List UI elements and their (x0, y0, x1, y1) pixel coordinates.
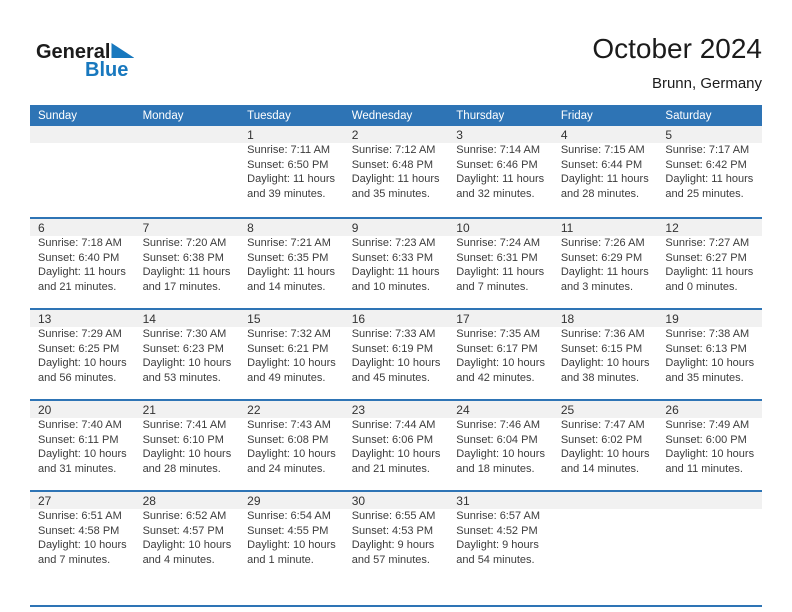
daylight-line1-text: Daylight: 10 hours (38, 539, 127, 552)
day-number: 14 (142, 311, 156, 326)
sunrise-text: Sunrise: 7:23 AM (351, 237, 436, 249)
day-number: 11 (560, 220, 574, 235)
sunrise-text: Sunrise: 7:15 AM (560, 144, 645, 156)
daylight-line1-text: Daylight: 10 hours (351, 448, 441, 461)
day-cell[interactable] (239, 401, 344, 490)
day-cell-empty (30, 126, 135, 217)
daylight-line1-text: Daylight: 10 hours (456, 448, 545, 461)
daylight-line1-text: Daylight: 10 hours (142, 539, 232, 552)
day-number-strip (135, 219, 240, 236)
day-number-strip (448, 401, 553, 418)
day-number-strip (239, 401, 344, 418)
daylight-line1-text: Daylight: 10 hours (142, 448, 232, 461)
sunrise-text: Sunrise: 7:35 AM (456, 328, 541, 340)
day-cell[interactable] (344, 310, 449, 399)
weekday-header-sunday: Sunday (38, 109, 78, 122)
daylight-line1-text: Daylight: 10 hours (665, 357, 755, 370)
weekday-header-thursday: Thursday (456, 109, 505, 122)
page-title: October 2024 (592, 33, 762, 64)
sunrise-text: Sunrise: 7:12 AM (351, 144, 436, 156)
day-number-strip (239, 310, 344, 327)
daylight-line2-text: and 42 minutes. (456, 371, 535, 384)
week-row (30, 126, 762, 217)
day-cell[interactable] (135, 219, 240, 308)
day-cell-empty (657, 492, 762, 581)
day-number-strip (344, 219, 449, 236)
calendar-table (30, 105, 762, 581)
day-number: 19 (665, 311, 679, 326)
sunrise-text: Sunrise: 7:32 AM (247, 328, 331, 340)
day-number: 31 (456, 493, 470, 508)
weekday-header-row (30, 105, 762, 126)
daylight-line1-text: Daylight: 11 hours (456, 266, 545, 279)
day-number: 3 (456, 127, 463, 142)
sunrise-text: Sunrise: 7:43 AM (247, 419, 331, 431)
day-number: 2 (351, 127, 359, 142)
day-cell[interactable] (30, 401, 135, 490)
daylight-line1-text: Daylight: 11 hours (247, 266, 335, 279)
sunrise-text: Sunrise: 6:57 AM (456, 510, 541, 522)
daylight-line1-text: Daylight: 10 hours (38, 357, 127, 370)
day-cell[interactable] (239, 310, 344, 399)
daylight-line2-text: and 28 minutes. (142, 462, 221, 475)
sunrise-text: Sunrise: 6:54 AM (247, 510, 331, 522)
sunset-text: Sunset: 4:52 PM (456, 524, 538, 537)
day-number: 8 (247, 220, 254, 235)
day-number: 18 (560, 311, 575, 326)
daylight-line1-text: Daylight: 10 hours (560, 357, 650, 370)
day-number-strip (657, 492, 762, 509)
day-cell[interactable] (448, 126, 553, 217)
daylight-line2-text: and 49 minutes. (247, 371, 326, 384)
daylight-line1-text: Daylight: 9 hours (456, 539, 539, 552)
day-cell[interactable] (553, 126, 658, 217)
day-cell[interactable] (30, 310, 135, 399)
daylight-line1-text: Daylight: 11 hours (247, 173, 335, 186)
day-number-strip (239, 219, 344, 236)
sunset-text: Sunset: 6:44 PM (560, 158, 643, 171)
day-number-strip (657, 401, 762, 418)
sunset-text: Sunset: 6:17 PM (456, 342, 538, 355)
day-number-strip (448, 126, 553, 143)
day-cell[interactable] (239, 126, 344, 217)
day-number: 16 (351, 311, 366, 326)
sunset-text: Sunset: 6:35 PM (247, 251, 329, 264)
daylight-line2-text: and 3 minutes. (560, 280, 633, 293)
day-cell[interactable] (239, 219, 344, 308)
day-number-strip (239, 492, 344, 509)
day-number: 4 (560, 127, 568, 142)
daylight-line2-text: and 32 minutes. (456, 187, 535, 200)
daylight-line2-text: and 35 minutes. (351, 187, 430, 200)
day-number: 12 (665, 220, 679, 235)
sunrise-text: Sunrise: 7:20 AM (142, 237, 227, 249)
sunset-text: Sunset: 4:58 PM (38, 524, 120, 537)
footer-rule (30, 605, 762, 607)
logo-triangle-icon (111, 43, 134, 58)
daylight-line1-text: Daylight: 10 hours (247, 448, 336, 461)
sunrise-text: Sunrise: 6:51 AM (38, 510, 122, 522)
day-cell[interactable] (553, 401, 658, 490)
sunrise-text: Sunrise: 7:26 AM (560, 237, 645, 249)
daylight-line2-text: and 35 minutes. (665, 371, 744, 384)
day-cell-empty (135, 126, 240, 217)
sunrise-text: Sunrise: 7:17 AM (665, 144, 750, 156)
day-number-strip (30, 492, 135, 509)
daylight-line2-text: and 54 minutes. (456, 553, 535, 566)
day-number: 27 (38, 493, 52, 508)
sunset-text: Sunset: 6:38 PM (142, 251, 224, 264)
daylight-line1-text: Daylight: 10 hours (142, 357, 232, 370)
day-cell[interactable] (448, 401, 553, 490)
sunset-text: Sunset: 6:48 PM (351, 158, 434, 171)
daylight-line2-text: and 53 minutes. (142, 371, 221, 384)
day-number: 1 (247, 127, 254, 142)
day-number-strip (344, 401, 449, 418)
daylight-line1-text: Daylight: 10 hours (247, 357, 336, 370)
day-number-strip (657, 126, 762, 143)
day-number-strip (344, 126, 449, 143)
sunset-text: Sunset: 4:57 PM (142, 524, 224, 537)
day-cell[interactable] (135, 492, 240, 581)
sunrise-text: Sunrise: 7:30 AM (142, 328, 227, 340)
day-cell[interactable] (657, 126, 762, 217)
daylight-line2-text: and 21 minutes. (351, 462, 430, 475)
sunset-text: Sunset: 4:55 PM (247, 524, 329, 537)
day-number: 17 (456, 311, 470, 326)
sunset-text: Sunset: 6:08 PM (247, 433, 329, 446)
day-number-strip (344, 492, 449, 509)
day-number-strip (657, 219, 762, 236)
day-number-strip (30, 401, 135, 418)
sunrise-text: Sunrise: 6:55 AM (351, 510, 436, 522)
sunset-text: Sunset: 6:23 PM (142, 342, 224, 355)
day-cell[interactable] (135, 310, 240, 399)
day-number-strip (553, 219, 658, 236)
day-number: 7 (142, 220, 150, 235)
sunrise-text: Sunrise: 6:52 AM (142, 510, 227, 522)
sunrise-text: Sunrise: 7:33 AM (351, 328, 436, 340)
daylight-line2-text: and 11 minutes. (665, 462, 743, 475)
day-number: 21 (142, 402, 156, 417)
day-number-strip (135, 401, 240, 418)
daylight-line1-text: Daylight: 11 hours (456, 173, 545, 186)
day-cell[interactable] (448, 219, 553, 308)
sunrise-text: Sunrise: 7:18 AM (38, 237, 122, 249)
daylight-line1-text: Daylight: 10 hours (351, 357, 441, 370)
daylight-line1-text: Daylight: 11 hours (560, 266, 649, 279)
location-subtitle: Brunn, Germany (651, 75, 762, 92)
sunset-text: Sunset: 6:10 PM (142, 433, 224, 446)
day-number-strip (30, 219, 135, 236)
daylight-line2-text: and 57 minutes. (351, 553, 430, 566)
sunset-text: Sunset: 6:04 PM (456, 433, 538, 446)
sunrise-text: Sunrise: 7:11 AM (247, 144, 331, 156)
day-cell[interactable] (657, 310, 762, 399)
sunset-text: Sunset: 6:15 PM (560, 342, 643, 355)
sunrise-text: Sunrise: 7:36 AM (560, 328, 645, 340)
sunset-text: Sunset: 6:40 PM (38, 251, 120, 264)
day-number: 25 (560, 402, 575, 417)
sunrise-text: Sunrise: 7:41 AM (142, 419, 227, 431)
day-number-strip (448, 492, 553, 509)
day-number: 20 (38, 402, 52, 417)
week-row (30, 399, 762, 490)
day-cell[interactable] (553, 219, 658, 308)
sunrise-text: Sunrise: 7:21 AM (247, 237, 331, 249)
sunset-text: Sunset: 6:02 PM (560, 433, 643, 446)
sunset-text: Sunset: 6:06 PM (351, 433, 434, 446)
week-row (30, 217, 762, 308)
daylight-line2-text: and 14 minutes. (560, 462, 640, 475)
day-number-strip (239, 126, 344, 143)
sunset-text: Sunset: 6:11 PM (38, 433, 119, 446)
daylight-line1-text: Daylight: 10 hours (38, 448, 127, 461)
daylight-line2-text: and 56 minutes. (38, 371, 117, 384)
sunset-text: Sunset: 6:13 PM (665, 342, 747, 355)
weekday-header-tuesday: Tuesday (247, 109, 291, 122)
day-number-strip (448, 219, 553, 236)
day-cell[interactable] (135, 401, 240, 490)
day-number-strip (448, 310, 553, 327)
daylight-line1-text: Daylight: 11 hours (665, 173, 754, 186)
day-cell[interactable] (344, 492, 449, 581)
daylight-line1-text: Daylight: 9 hours (351, 539, 435, 552)
daylight-line2-text: and 4 minutes. (142, 553, 215, 566)
day-number-strip (135, 126, 240, 143)
day-cell[interactable] (657, 401, 762, 490)
day-number-strip (135, 492, 240, 509)
sunrise-text: Sunrise: 7:46 AM (456, 419, 541, 431)
daylight-line1-text: Daylight: 11 hours (351, 266, 440, 279)
sunrise-text: Sunrise: 7:24 AM (456, 237, 541, 249)
sunrise-text: Sunrise: 7:49 AM (665, 419, 750, 431)
daylight-line2-text: and 31 minutes. (38, 462, 117, 475)
daylight-line1-text: Daylight: 10 hours (665, 448, 755, 461)
daylight-line2-text: and 17 minutes. (142, 280, 221, 293)
sunset-text: Sunset: 6:21 PM (247, 342, 329, 355)
daylight-line1-text: Daylight: 10 hours (560, 448, 650, 461)
day-cell[interactable] (30, 219, 135, 308)
daylight-line2-text: and 21 minutes. (38, 280, 117, 293)
daylight-line2-text: and 28 minutes. (560, 187, 640, 200)
day-number: 29 (247, 493, 261, 508)
day-cell[interactable] (553, 310, 658, 399)
daylight-line1-text: Daylight: 10 hours (456, 357, 545, 370)
day-number: 15 (247, 311, 261, 326)
daylight-line2-text: and 18 minutes. (456, 462, 535, 475)
day-number-strip (30, 126, 135, 143)
day-number-strip (553, 310, 658, 327)
day-number-strip (135, 310, 240, 327)
day-cell[interactable] (344, 401, 449, 490)
day-number-strip (657, 310, 762, 327)
daylight-line2-text: and 7 minutes. (456, 280, 529, 293)
sunset-text: Sunset: 6:27 PM (665, 251, 747, 264)
daylight-line1-text: Daylight: 10 hours (247, 539, 336, 552)
daylight-line2-text: and 1 minute. (247, 553, 314, 566)
calendar-grid (30, 126, 762, 581)
sunset-text: Sunset: 4:53 PM (351, 524, 434, 537)
day-number-strip (344, 310, 449, 327)
sunrise-text: Sunrise: 7:47 AM (560, 419, 645, 431)
day-number: 9 (351, 220, 359, 235)
daylight-line2-text: and 25 minutes. (665, 187, 744, 200)
day-number: 26 (665, 402, 679, 417)
day-number: 28 (142, 493, 156, 508)
daylight-line2-text: and 24 minutes. (247, 462, 326, 475)
day-cell-empty (553, 492, 658, 581)
week-row (30, 490, 762, 581)
sunrise-text: Sunrise: 7:44 AM (351, 419, 436, 431)
sunset-text: Sunset: 6:00 PM (665, 433, 747, 446)
daylight-line2-text: and 10 minutes. (351, 280, 430, 293)
weekday-header-friday: Friday (560, 109, 593, 122)
sunset-text: Sunset: 6:42 PM (665, 158, 747, 171)
day-cell[interactable] (448, 492, 553, 581)
day-number-strip (553, 492, 658, 509)
weekday-header-monday: Monday (142, 109, 184, 122)
day-number-strip (30, 310, 135, 327)
sunset-text: Sunset: 6:46 PM (456, 158, 538, 171)
weekday-header-wednesday: Wednesday (351, 109, 413, 122)
sunrise-text: Sunrise: 7:40 AM (38, 419, 122, 431)
sunset-text: Sunset: 6:33 PM (351, 251, 434, 264)
sunrise-text: Sunrise: 7:38 AM (665, 328, 750, 340)
day-cell[interactable] (344, 219, 449, 308)
sunset-text: Sunset: 6:31 PM (456, 251, 538, 264)
day-cell[interactable] (657, 219, 762, 308)
day-number: 6 (38, 220, 45, 235)
day-cell[interactable] (239, 492, 344, 581)
daylight-line1-text: Daylight: 11 hours (560, 173, 649, 186)
daylight-line1-text: Daylight: 11 hours (38, 266, 126, 279)
sunrise-text: Sunrise: 7:27 AM (665, 237, 750, 249)
sunset-text: Sunset: 6:29 PM (560, 251, 643, 264)
daylight-line1-text: Daylight: 11 hours (665, 266, 754, 279)
daylight-line2-text: and 7 minutes. (38, 553, 111, 566)
week-row (30, 308, 762, 399)
day-number: 24 (456, 402, 470, 417)
day-cell[interactable] (448, 310, 553, 399)
day-number: 22 (247, 402, 261, 417)
day-number: 5 (665, 127, 673, 142)
daylight-line2-text: and 14 minutes. (247, 280, 326, 293)
daylight-line2-text: and 0 minutes. (665, 280, 738, 293)
general-blue-logo (36, 41, 176, 82)
day-number: 23 (351, 402, 366, 417)
sunset-text: Sunset: 6:19 PM (351, 342, 434, 355)
daylight-line2-text: and 39 minutes. (247, 187, 326, 200)
sunset-text: Sunset: 6:50 PM (247, 158, 329, 171)
daylight-line1-text: Daylight: 11 hours (351, 173, 440, 186)
day-number: 10 (456, 220, 470, 235)
sunset-text: Sunset: 6:25 PM (38, 342, 120, 355)
daylight-line1-text: Daylight: 11 hours (142, 266, 231, 279)
day-number-strip (553, 401, 658, 418)
weekday-header-saturday: Saturday (665, 109, 712, 122)
day-cell[interactable] (30, 492, 135, 581)
sunrise-text: Sunrise: 7:29 AM (38, 328, 122, 340)
day-number-strip (553, 126, 658, 143)
logo-text-blue: Blue (85, 59, 129, 81)
day-cell[interactable] (344, 126, 449, 217)
day-number: 30 (351, 493, 366, 508)
daylight-line2-text: and 38 minutes. (560, 371, 640, 384)
day-number: 13 (38, 311, 52, 326)
logo-text-general: General (36, 41, 111, 63)
sunrise-text: Sunrise: 7:14 AM (456, 144, 541, 156)
daylight-line2-text: and 45 minutes. (351, 371, 430, 384)
